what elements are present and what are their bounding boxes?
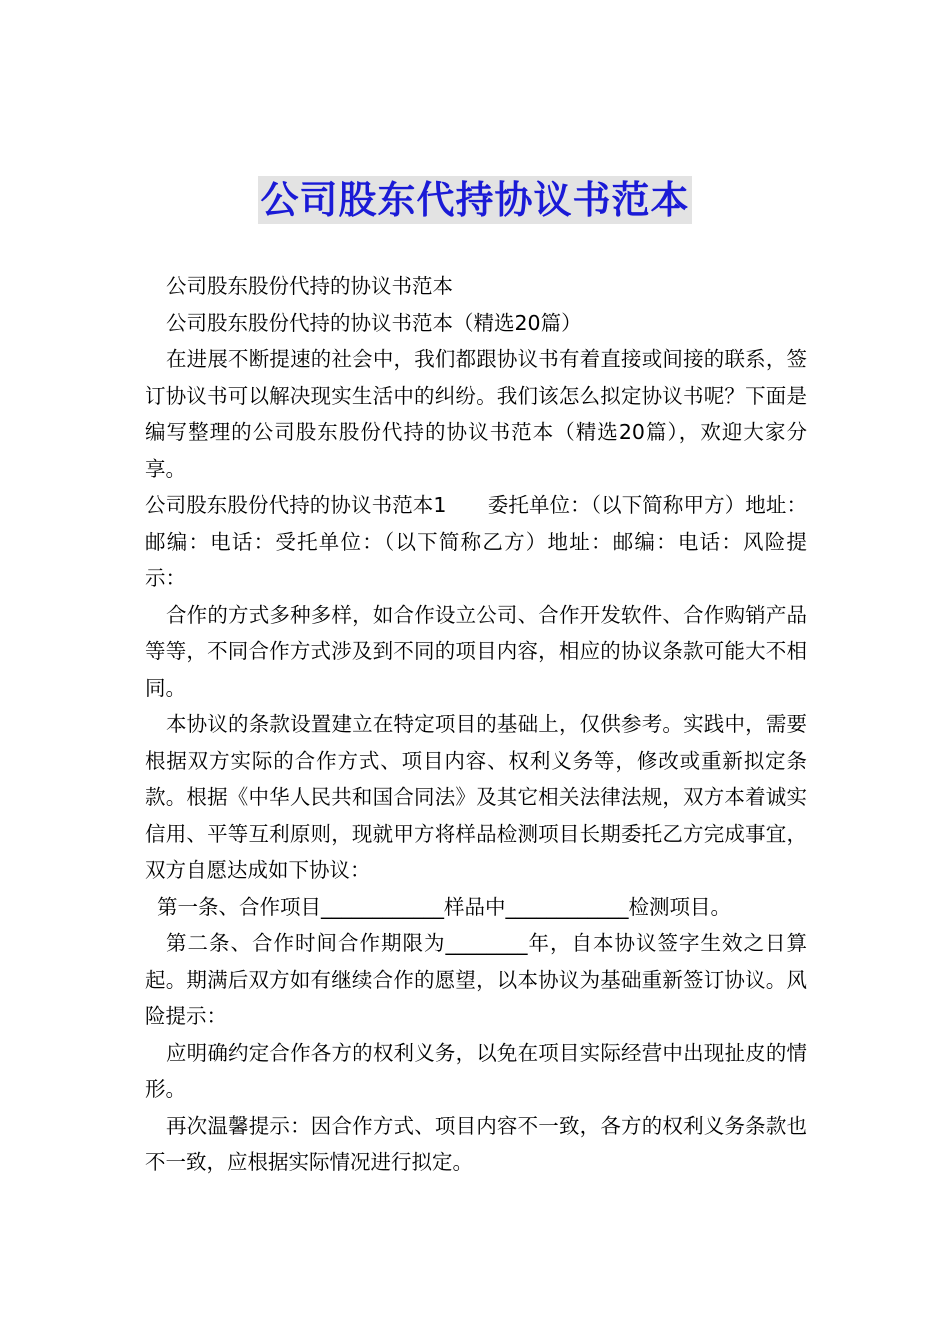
document-title: 公司股东代持协议书范本 <box>260 178 690 222</box>
paragraph: 再次温馨提示：因合作方式、项目内容不一致，各方的权利义务条款也不一致，应根据实际情况进行拟定。 <box>145 1113 807 1174</box>
paragraph: 第一条、合作项目____________样品中____________检测项目。 <box>157 894 731 919</box>
paragraph: 在进展不断提速的社会中，我们都跟协议书有着直接或间接的联系，签订协议书可以解决现实生活中的纠纷。我们该怎么拟定协议书呢？下面是编写整理的公司股东股份代持的协议书范本（精选20篇），欢迎大家分享。 <box>145 347 807 481</box>
paragraph: 第二条、合作时间合作期限为________年，自本协议签字生效之日算起。期满后双方如有继续合作的愿望，以本协议为基础重新签订协议。风险提示： <box>145 931 807 1028</box>
paragraph: 本协议的条款设置建立在特定项目的基础上，仅供参考。实践中，需要根据双方实际的合作方式、项目内容、权利义务等，修改或重新拟定条款。根据《中华人民共和国合同法》及其它相关法律法规，双方本着诚实信用、平等互利原则，现就甲方将样品检测项目长期委托乙方完成事宜，双方自愿达成如下协议： <box>145 712 807 882</box>
title-container <box>0 176 950 224</box>
document-body <box>145 268 807 1181</box>
paragraph: 公司股东股份代持的协议书范本（精选20篇） <box>166 310 582 335</box>
paragraph: 公司股东股份代持的协议书范本 <box>166 274 453 298</box>
paragraph: 公司股东股份代持的协议书范本1 委托单位：（以下简称甲方）地址：邮编：电话：受托单位：（以下简称乙方）地址：邮编：电话：风险提示： <box>145 493 807 590</box>
paragraph: 应明确约定合作各方的权利义务，以免在项目实际经营中出现扯皮的情形。 <box>145 1040 807 1101</box>
paragraph: 合作的方式多种多样，如合作设立公司、合作开发软件、合作购销产品等等，不同合作方式涉及到不同的项目内容，相应的协议条款可能大不相同。 <box>145 602 807 700</box>
